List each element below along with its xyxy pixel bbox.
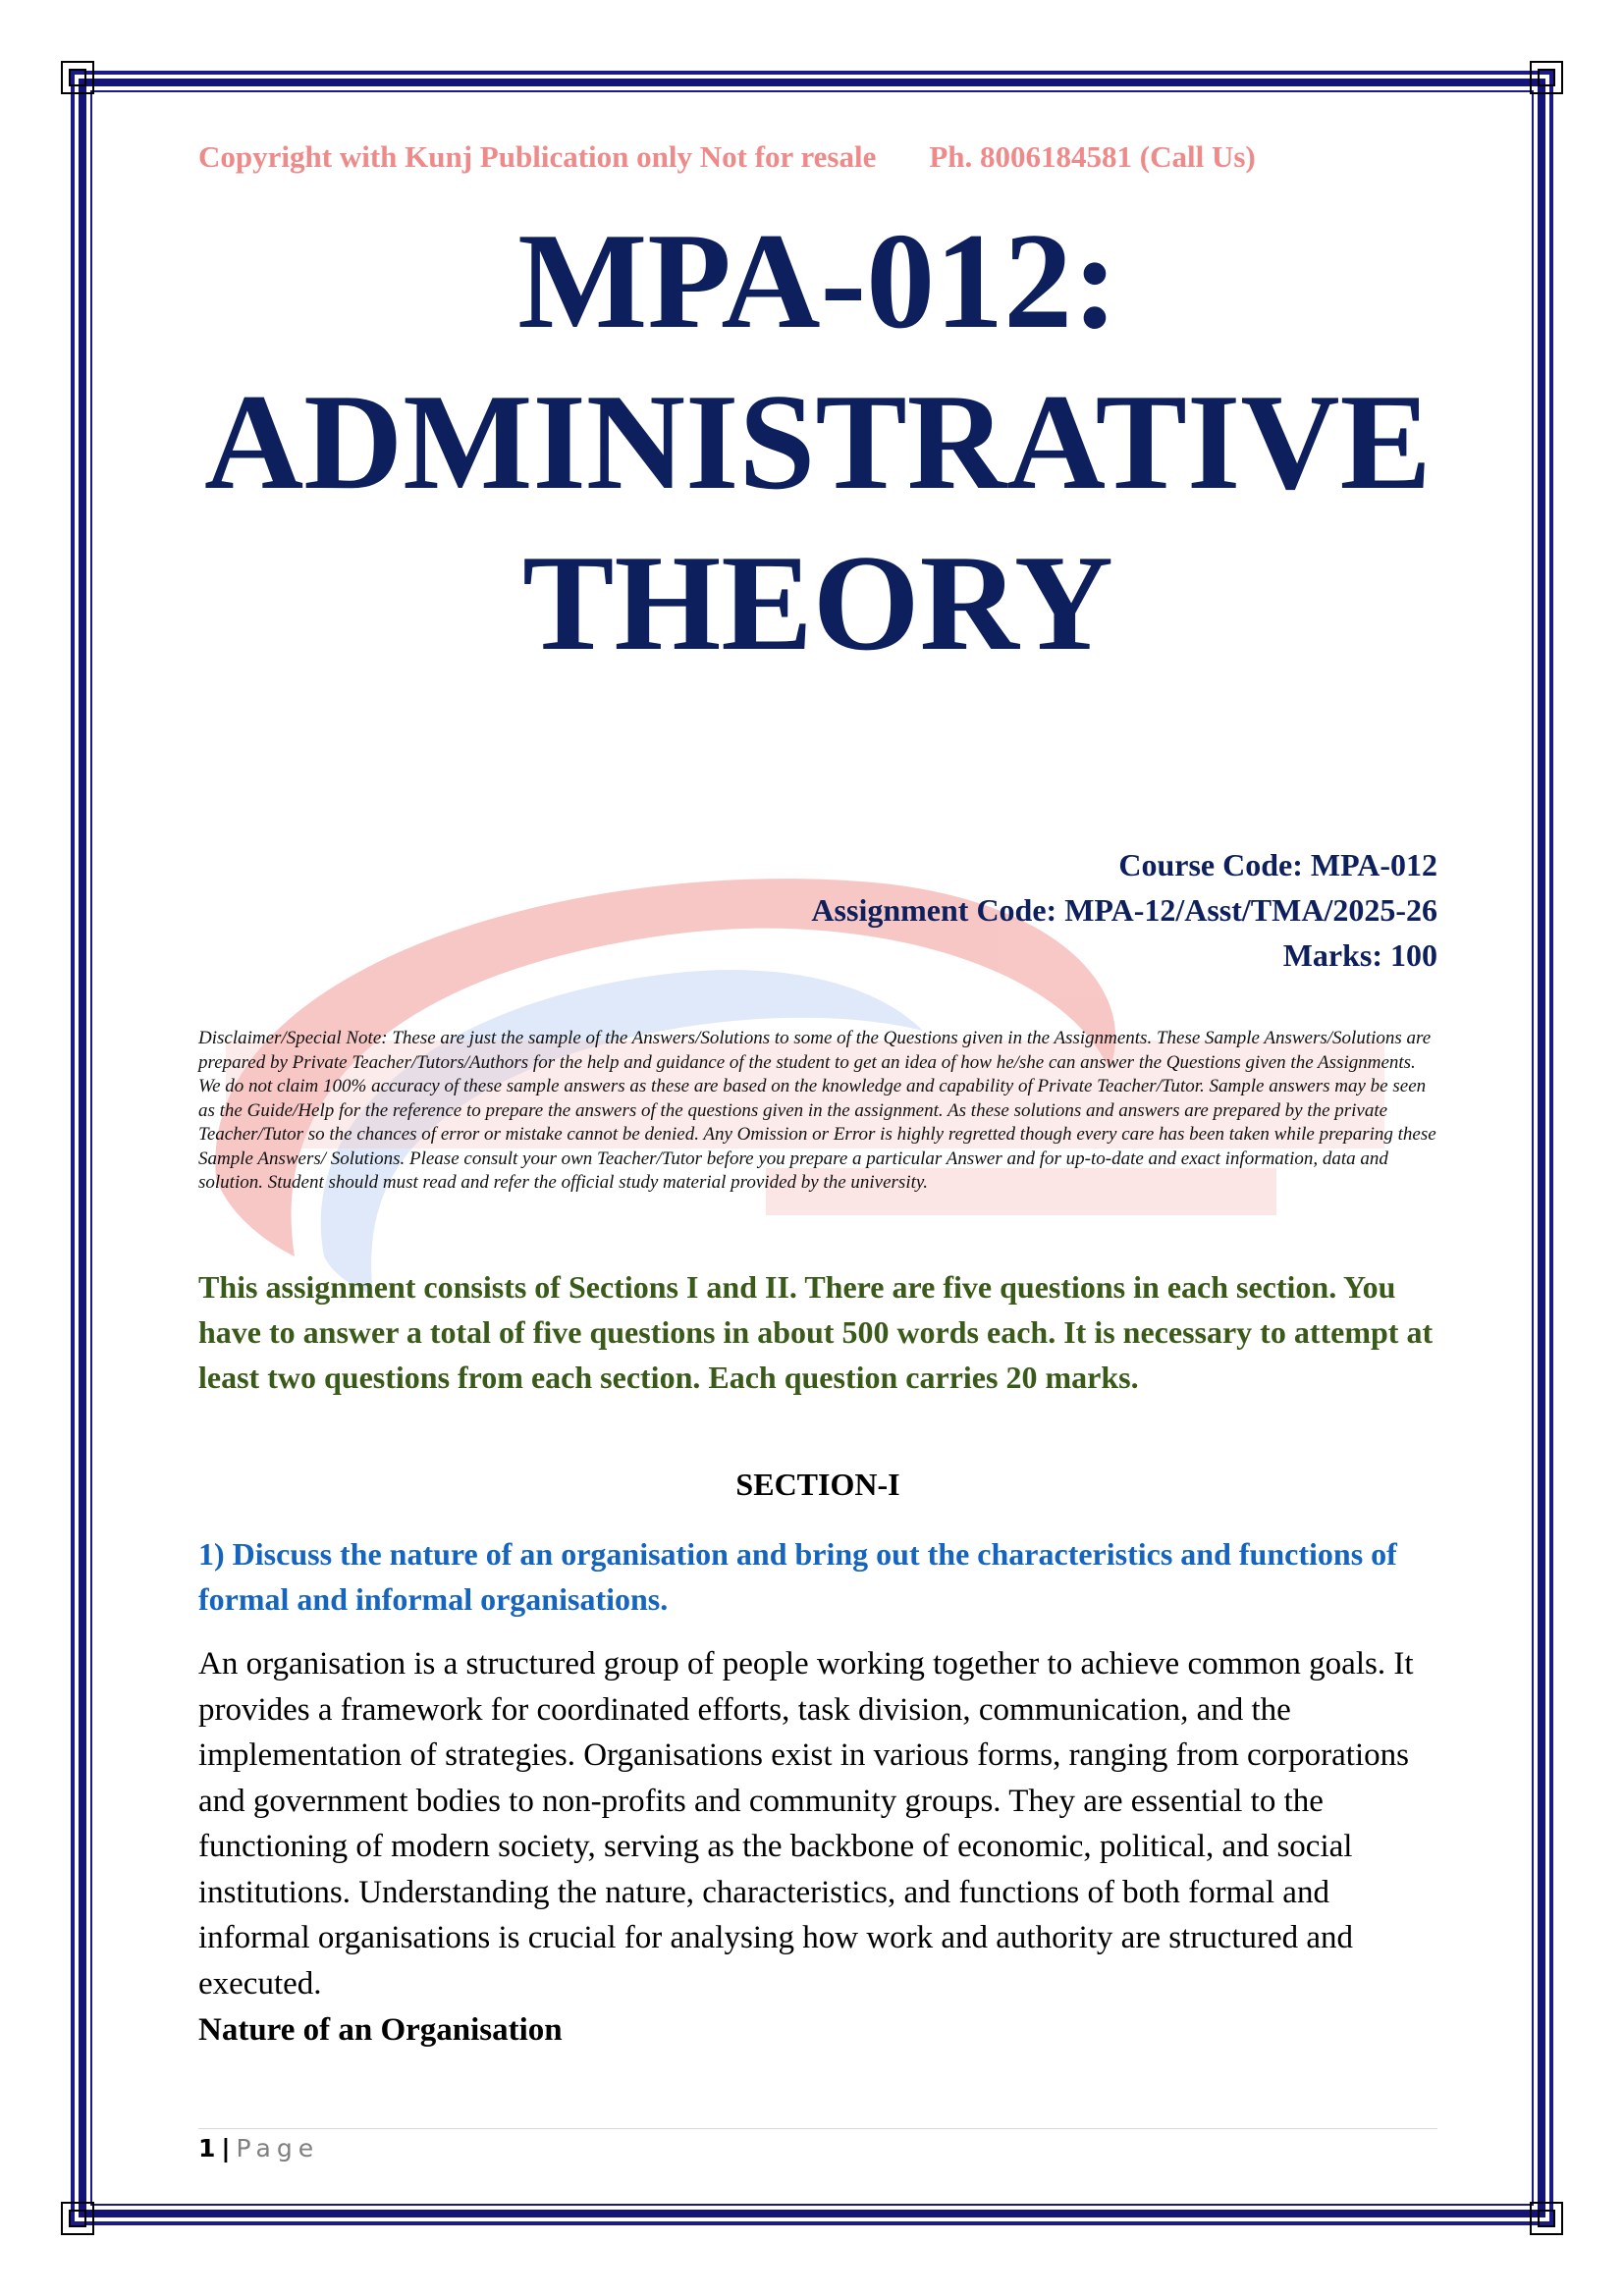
section-heading: SECTION-I: [735, 1467, 900, 1502]
title-line-3: THEORY: [522, 527, 1113, 679]
copyright-line: [198, 139, 1437, 175]
page-footer: [198, 2134, 319, 2163]
corner-ornament-bottom-left: [61, 2202, 94, 2235]
footer-divider: [198, 2128, 1437, 2129]
document-title: [189, 201, 1447, 684]
title-line-2: ADMINISTRATIVE: [204, 366, 1432, 518]
course-info-block: [198, 842, 1437, 978]
disclaimer-note: Disclaimer/Special Note: These are just the sample of the Answers/Solutions to some of the Questions given in the Assignments. These Sample Answers/Solutions are prepared by Private Teacher/Tutors/Authors for the help and guidance of the student to get an idea of how he/she can answer the Questions given the Assignments. We do not claim 100% accuracy of these sample answers as these are based on the knowledge and capability of Private Teacher/Tutor. Sample answers may be seen as the Guide/Help for the reference to prepare the answers of the questions given in the assignment. As these solutions and answers are prepared by the private Teacher/Tutor so the chances of error or mistake cannot be denied. Any Omission or Error is highly regretted though every care has been taken while preparing these Sample Answers/ Solutions. Please consult your own Teacher/Tutor before you prepare a particular Answer and for up-to-date and exact information, data and solution. Student should must read and refer the official study material provided by the university.: [198, 1028, 1436, 1193]
footer-separator: |: [221, 2134, 231, 2163]
contact-phone: Ph. 8006184581 (Call Us): [929, 139, 1256, 174]
assignment-code: Assignment Code: MPA-12/Asst/TMA/2025-26: [811, 892, 1437, 928]
question-1: 1) Discuss the nature of an organisation and bring out the characteristics and functions of formal and informal organisations.: [198, 1536, 1397, 1617]
subheading-nature-of-organisation: Nature of an Organisation: [198, 2012, 563, 2048]
corner-ornament-top-right: [1530, 61, 1563, 94]
copyright-notice: Copyright with Kunj Publication only Not for resale: [198, 139, 877, 174]
marks: Marks: 100: [1282, 937, 1437, 973]
corner-ornament-bottom-right: [1530, 2202, 1563, 2235]
answer-paragraph: An organisation is a structured group of people working together to achieve common goals. It provides a framework for coordinated efforts, task division, communication, and the implementation of strategies. Organisations exist in various forms, ranging from corporations and government bodies to non-profits and community groups. They are essential to the functioning of modern society, serving as the backbone of economic, political, and social institutions. Understanding the nature, characteristics, and functions of both formal and informal organisations is crucial for analysing how work and authority are structured and executed.: [198, 1646, 1414, 2002]
corner-ornament-top-left: [61, 61, 94, 94]
course-code: Course Code: MPA-012: [1118, 847, 1437, 882]
page-label: Page: [236, 2134, 320, 2163]
title-line-1: MPA-012:: [517, 205, 1118, 357]
page-number: 1: [198, 2134, 216, 2163]
assignment-instructions: This assignment consists of Sections I and II. There are five questions in each section. You have to answer a total of five questions in about 500 words each. It is necessary to attempt at least two questions from each section. Each question carries 20 marks.: [198, 1269, 1434, 1395]
